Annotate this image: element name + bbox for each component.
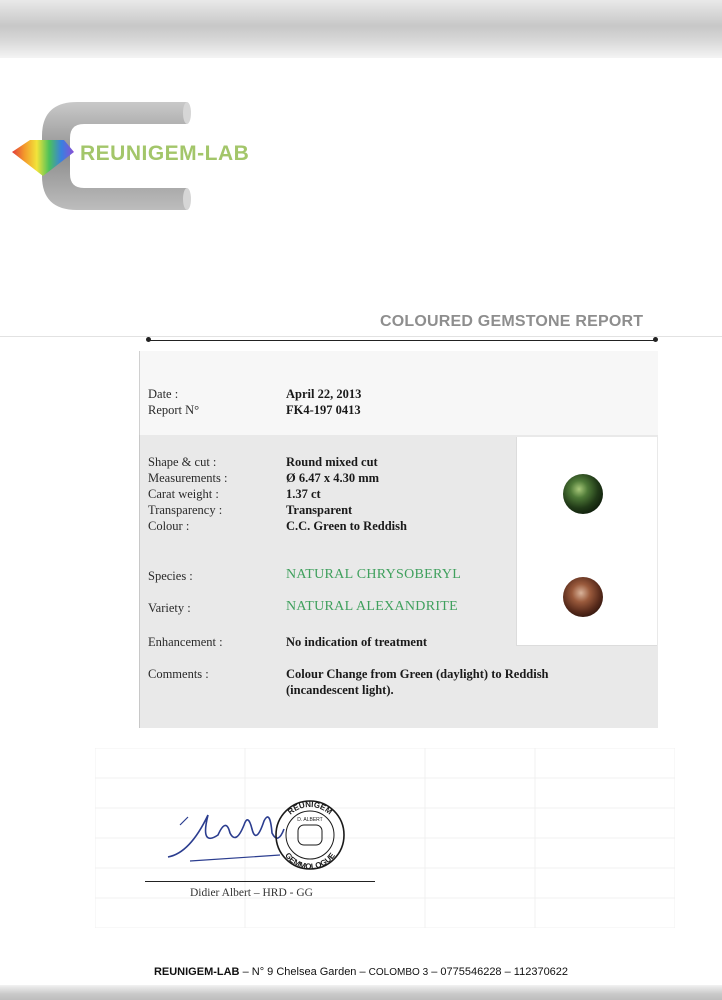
footer-phone-1: 0775546228 <box>440 966 502 978</box>
date-value: April 22, 2013 <box>286 387 362 401</box>
measurements-label: Measurements : <box>148 471 228 485</box>
footer-sep: – <box>501 966 514 978</box>
comments-line-2: (incandescent light). <box>286 683 394 697</box>
signature-stroke <box>168 815 284 857</box>
svg-text:REUNIGEM <box>286 800 334 817</box>
report-no-value: FK4-197 0413 <box>286 403 361 417</box>
footer-address <box>0 966 722 978</box>
carat-label: Carat weight : <box>148 487 219 501</box>
seal-text-mid: D. ALBERT <box>297 817 323 823</box>
transparency-value: Transparent <box>286 503 353 517</box>
report-no-label: Report N° <box>148 403 200 417</box>
logo-text: REUNIGEM-LAB <box>80 142 250 165</box>
footer-phone-2: 112370622 <box>513 966 569 978</box>
footer-street: N° 9 Chelsea Garden <box>251 966 357 978</box>
variety-label: Variety : <box>148 601 191 615</box>
shape-label: Shape & cut : <box>148 455 217 469</box>
date-label: Date : <box>148 387 179 401</box>
enhancement-value: No indication of treatment <box>286 635 428 649</box>
bottom-scan-band <box>0 985 722 1000</box>
signature-and-seal <box>160 795 360 880</box>
species-value: NATURAL CHRYSOBERYL <box>286 567 462 582</box>
species-label: Species : <box>148 569 193 583</box>
date-panel <box>139 351 658 435</box>
fold-line <box>0 336 722 337</box>
comments-line-1: Colour Change from Green (daylight) to Reddish <box>286 667 549 681</box>
variety-value: NATURAL ALEXANDRITE <box>286 599 458 614</box>
report-title: COLOURED GEMSTONE REPORT <box>380 313 644 330</box>
gem-red-icon <box>563 577 603 617</box>
comments-label: Comments : <box>148 667 209 681</box>
signature-rule <box>145 881 375 882</box>
top-scan-band <box>0 0 722 58</box>
seal-text-top: REUNIGEM <box>286 799 334 817</box>
transparency-label: Transparency : <box>148 503 223 517</box>
footer-sep: – <box>239 966 252 978</box>
rule-dot-left <box>146 337 151 342</box>
gem-green-icon <box>563 474 603 514</box>
rule-dot-right <box>653 337 658 342</box>
seal-text-bottom: GEMMOLOGUE <box>283 851 337 872</box>
footer-sep: – <box>356 966 369 978</box>
enhancement-label: Enhancement : <box>148 635 223 649</box>
carat-value: 1.37 ct <box>286 487 321 501</box>
colour-value: C.C. Green to Reddish <box>286 519 407 533</box>
footer-city: COLOMBO 3 <box>368 967 429 978</box>
colour-label: Colour : <box>148 519 190 533</box>
title-rule <box>148 340 656 341</box>
lab-seal-icon <box>276 800 344 871</box>
footer-lab: REUNIGEM-LAB <box>153 966 240 978</box>
footer-sep: – <box>428 966 441 978</box>
signer-name: Didier Albert – HRD - GG <box>190 887 313 899</box>
shape-value: Round mixed cut <box>286 455 378 469</box>
svg-text:GEMMOLOGUE <box>283 851 337 872</box>
measurements-value: Ø 6.47 x 4.30 mm <box>286 471 380 485</box>
